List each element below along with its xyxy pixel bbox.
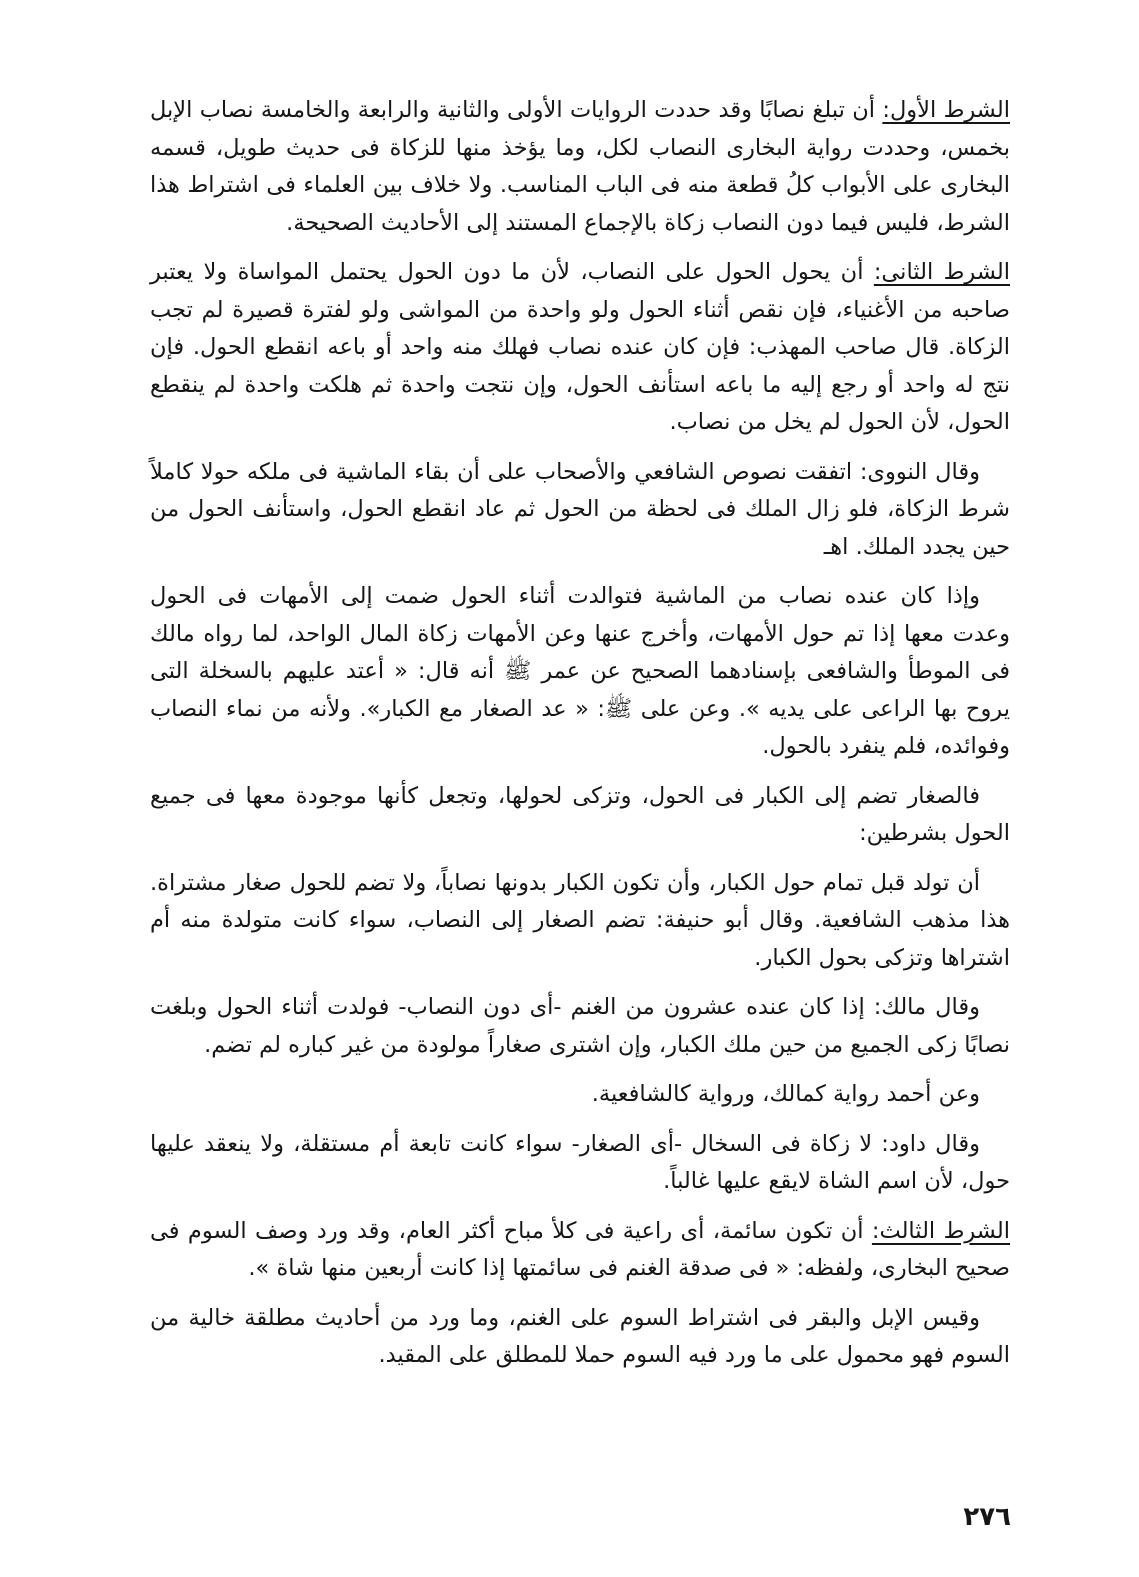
- condition-heading: الشرط الأول:: [882, 97, 1010, 123]
- paragraph-offspring: [150, 578, 1010, 766]
- paragraph-text: وإذا كان عنده نصاب من الماشية فتوالدت أثناء الحول ضمت إلى الأمهات فى الحول وعدت معها إذا تم حول الأمهات، وأخرج عنها وعن الأمهات زكاة المال الواحد، لما رواه مالك فى الموطأ والشافعى بإسنادهما الصحيح عن عمر ﷺ أنه قال: « أعتد عليهم بالسخلة التى يروح بها الراعى على يديه ». وعن على ﷺ: « عد الصغار مع الكبار». ولأنه من نماء النصاب وفوائده، فلم ينفرد بالحول.: [150, 583, 1010, 759]
- paragraph-ahmad: [150, 1076, 1010, 1114]
- paragraph-text: أن تولد قبل تمام حول الكبار، وأن تكون الكبار بدونها نصاباً، ولا تضم للحول صغار مشتراة. هذا مذهب الشافعية. وقال أبو حنيفة: تضم الصغار إلى النصاب، سواء كانت متولدة منه أم اشتراها وتزكى بحول الكبار.: [150, 869, 1010, 971]
- condition-heading: الشرط الثانى:: [873, 259, 1010, 285]
- paragraph-text: وعن أحمد رواية كمالك، ورواية كالشافعية.: [591, 1081, 980, 1107]
- paragraph-dawud: [150, 1126, 1010, 1201]
- paragraph-text: فالصغار تضم إلى الكبار فى الحول، وتزكى لحولها، وتجعل كأنها موجودة معها فى جميع الحول بشرطين:: [150, 782, 1010, 846]
- paragraph-condition-3: [150, 1213, 1010, 1288]
- paragraph-two-conditions: [150, 865, 1010, 978]
- paragraph-text: وقال النووى: اتفقت نصوص الشافعي والأصحاب على أن بقاء الماشية فى ملكه حولا كاملاً شرط الزكاة، فلو زال الملك فى لحظة من الحول ثم عاد انقطع الحول، واستأنف الحول من حين يجدد الملك. اهـ: [150, 458, 1010, 560]
- paragraph-text: وقال مالك: إذا كان عنده عشرون من الغنم -أى دون النصاب- فولدت أثناء الحول وبلغت نصابًا زكى الجميع من حين ملك الكبار، وإن اشترى صغاراً مولودة من غير كباره لم تضم.: [150, 994, 1010, 1058]
- paragraph-condition-1: [150, 92, 1010, 242]
- paragraph-condition-2: [150, 254, 1010, 442]
- paragraph-text: وقيس الإبل والبقر فى اشتراط السوم على الغنم، وما ورد من أحاديث مطلقة خالية من السوم فهو محمول على ما ورد فيه السوم حملا للمطلق على المقيد.: [150, 1304, 1010, 1368]
- paragraph-text: وقال داود: لا زكاة فى السخال -أى الصغار- سواء كانت تابعة أم مستقلة، ولا ينعقد عليها حول، لأن اسم الشاة لايقع عليها غالباً.: [150, 1130, 1010, 1194]
- paragraph-text: أن تكون سائمة، أى راعية فى كلأ مباح أكثر العام، وقد ورد وصف السوم فى صحيح البخارى، ولفظه: « فى صدقة الغنم فى سائمتها إذا كانت أربعين منها شاة ».: [150, 1217, 1010, 1281]
- paragraph-text: أن يحول الحول على النصاب، لأن ما دون الحول يحتمل المواساة ولا يعتبر صاحبه من الأغنياء، فإن نقص أثناء الحول ولو واحدة من المواشى ولو لفترة قصيرة لم تجب الزكاة. قال صاحب المهذب: فإن كان عنده نصاب فهلك منه واحد أو باعه انقطع الحول. فإن نتج له واحد أو رجع إليه ما باعه استأنف الحول، وإن نتجت واحدة ثم هلكت واحدة لم ينقطع الحول، لأن الحول لم يخل من نصاب.: [150, 259, 1010, 435]
- condition-heading: الشرط الثالث:: [871, 1217, 1010, 1244]
- page-number: ٢٧٦: [963, 1502, 1011, 1532]
- paragraph-young-join: [150, 778, 1010, 853]
- page-body: [150, 92, 1010, 1387]
- paragraph-nawawi: [150, 454, 1010, 567]
- paragraph-text: أن تبلغ نصابًا وقد حددت الروايات الأولى والثانية والرابعة والخامسة نصاب الإبل بخمس، وحددت رواية البخارى النصاب لكل، وما يؤخذ منها للزكاة فى حديث طويل، قسمه البخارى على الأبواب كلُ قطعة منه فى الباب المناسب. ولا خلاف بين العلماء فى اشتراط هذا الشرط، فليس فيما دون النصاب زكاة بالإجماع المستند إلى الأحاديث الصحيحة.: [150, 97, 1010, 236]
- paragraph-analogy: [150, 1300, 1010, 1375]
- paragraph-malik: [150, 989, 1010, 1064]
